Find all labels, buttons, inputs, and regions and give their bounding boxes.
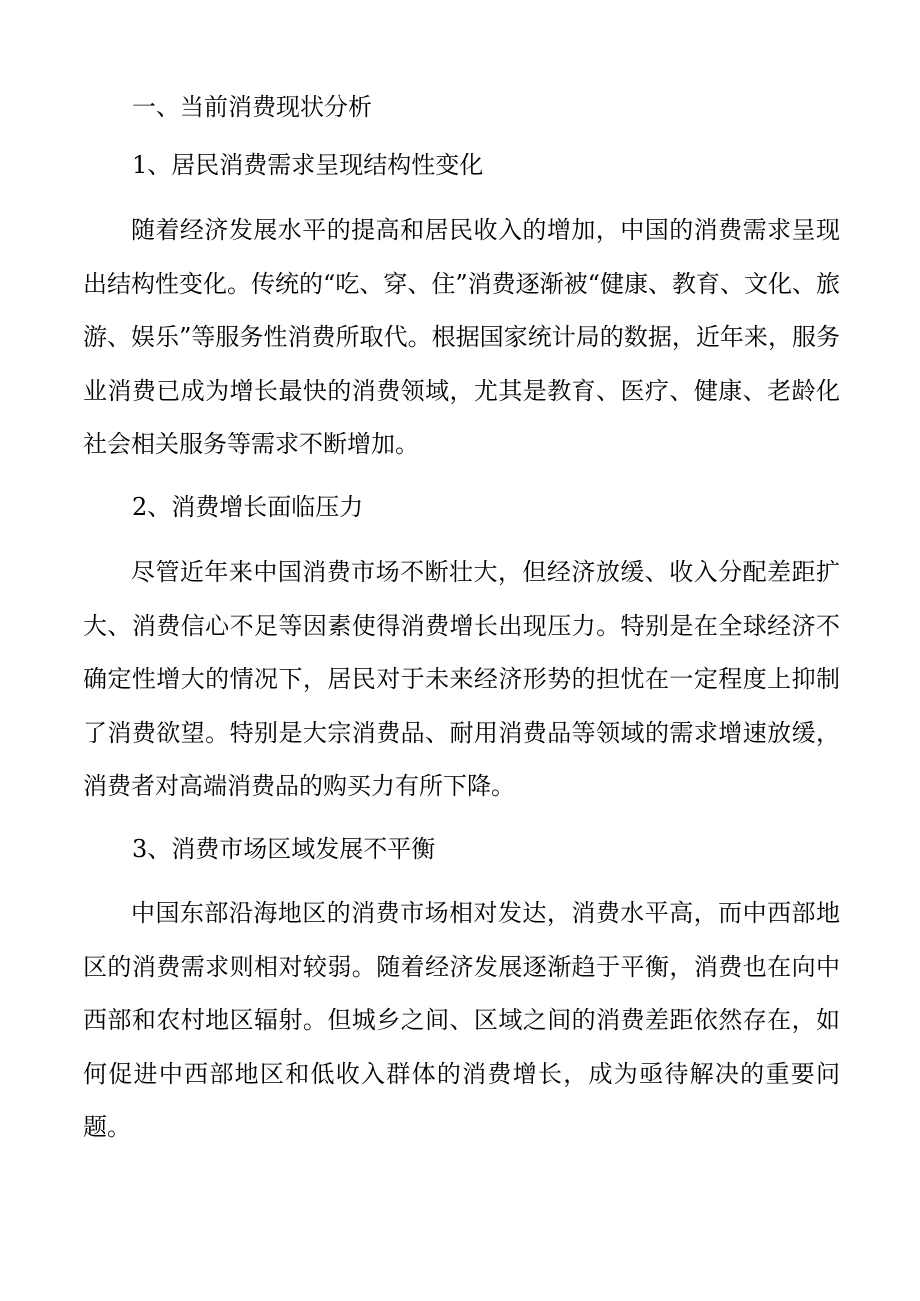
subsection-heading-3: 3、消费市场区域发展不平衡 bbox=[132, 835, 436, 863]
subsection-body-1: 随着经济发展水平的提高和居民收入的增加，中国的消费需求呈现出结构性变化。传统的“吃、穿、住”消费逐渐被“健康、教育、文化、旅游、娱乐”等服务性消费所取代。根据国家统计局的数据，近年来，服务业消费已成为增长最快的消费领域，尤其是教育、医疗、健康、老龄化社会相关服务等需求不断增加。 bbox=[83, 216, 840, 458]
subsection-heading-1: 1、居民消费需求呈现结构性变化 bbox=[132, 151, 484, 179]
subsection-body-3: 中国东部沿海地区的消费市场相对发达，消费水平高，而中西部地区的消费需求则相对较弱。随着经济发展逐渐趋于平衡，消费也在向中西部和农村地区辐射。但城乡之间、区域之间的消费差距依然存在，如何促进中西部地区和低收入群体的消费增长，成为亟待解决的重要问题。 bbox=[83, 899, 840, 1141]
subsection-heading-2: 2、消费增长面临压力 bbox=[132, 493, 364, 521]
subsection-body-2: 尽管近年来中国消费市场不断壮大，但经济放缓、收入分配差距扩大、消费信心不足等因素使得消费增长出现压力。特别是在全球经济不确定性增大的情况下，居民对于未来经济形势的担忧在一定程度上抑制了消费欲望。特别是大宗消费品、耐用消费品等领域的需求增速放缓，消费者对高端消费品的购买力有所下降。 bbox=[83, 558, 840, 800]
section-title: 一、当前消费现状分析 bbox=[132, 93, 372, 121]
